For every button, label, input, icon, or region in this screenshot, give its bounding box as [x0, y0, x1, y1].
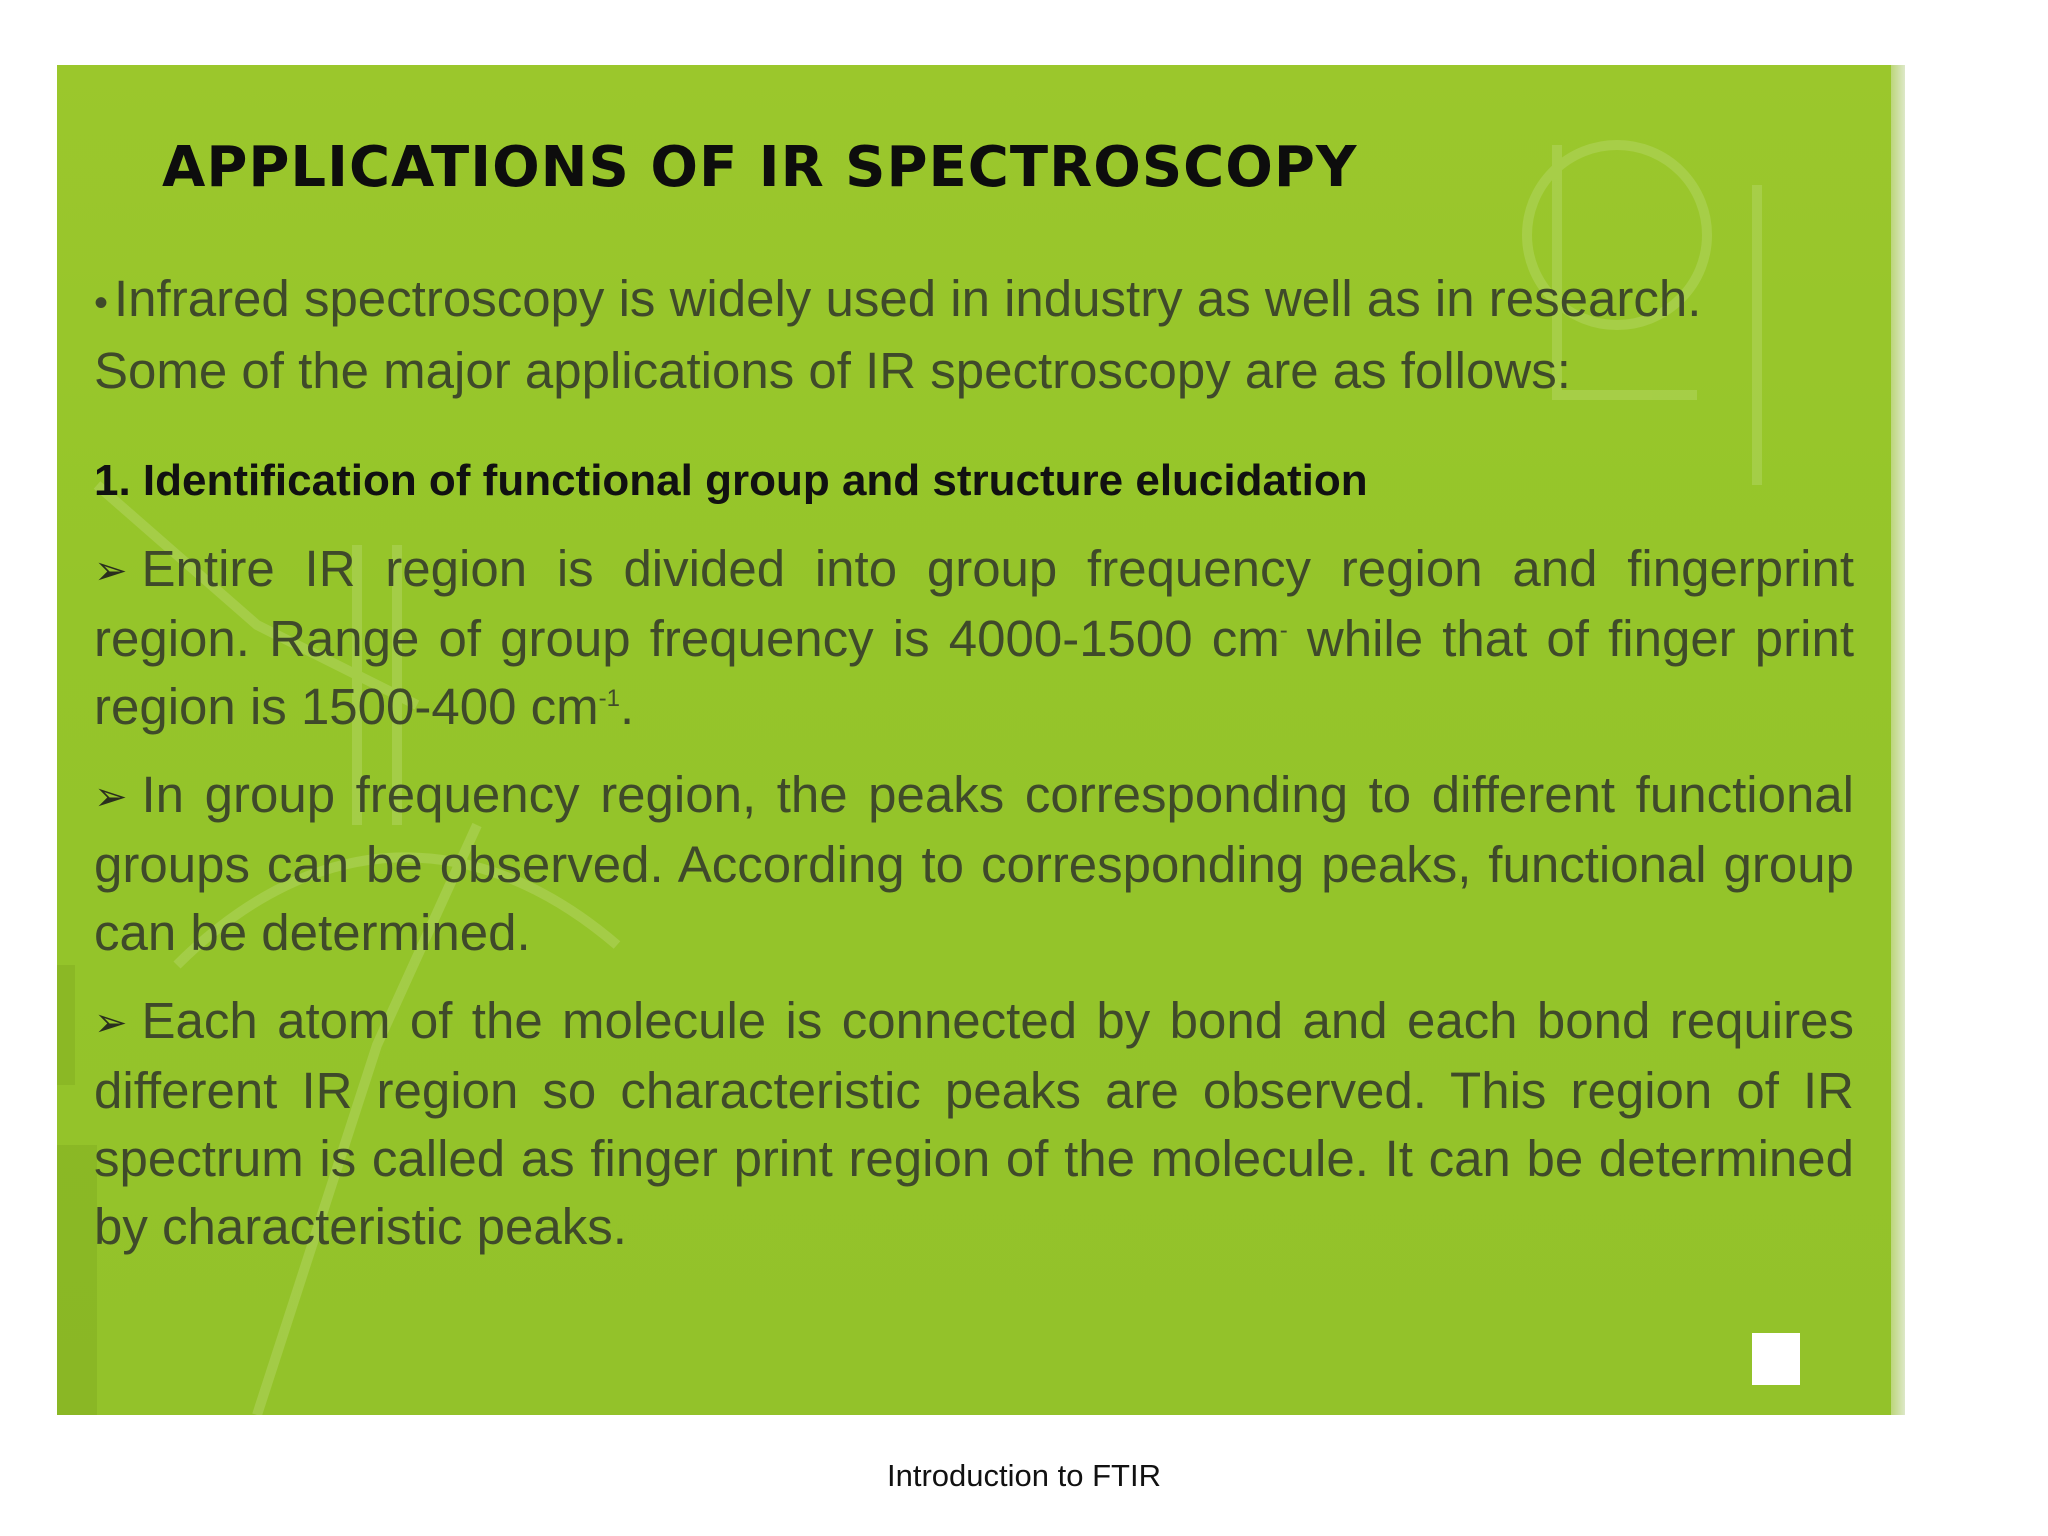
list-item	[94, 987, 1854, 1261]
list-item	[94, 761, 1854, 967]
intro-paragraph	[94, 265, 1854, 337]
bullet-icon: •	[94, 281, 109, 325]
point-text: while that of finger print region is 1500-400 cm	[94, 610, 1855, 735]
arrow-bullet-icon: ➢	[94, 775, 128, 819]
slide-content	[94, 265, 1854, 1281]
point-text: Each atom of the molecule is connected by bond and each bond requires different IR region so characteristic peaks are observed. This region of IR spectrum is called as finger print region of the molecule. It can be determined by characteristic peaks.	[94, 992, 1854, 1255]
arrow-bullet-icon: ➢	[94, 549, 128, 593]
intro-followup: Some of the major applications of IR spectroscopy are as follows:	[94, 342, 1571, 399]
point-text: In group frequency region, the peaks corresponding to different functional groups can be observed. According to corresponding peaks, functional group can be determined.	[94, 766, 1854, 961]
point-text: .	[619, 678, 635, 735]
superscript: -1	[598, 685, 620, 712]
caption: Introduction to FTIR	[887, 1458, 1161, 1493]
slide	[57, 65, 1905, 1415]
slide-title: APPLICATIONS OF IR SPECTROSCOPY	[162, 135, 1358, 200]
point-text: Entire IR region is divided into group frequency region and fingerprint region. Range of group frequency is 4000-1500 cm	[94, 540, 1854, 667]
section-heading: 1. Identification of functional group and structure elucidation	[94, 456, 1368, 505]
slide-edge	[1891, 65, 1905, 1415]
intro-line: Infrared spectroscopy is widely used in industry as well as in research.	[114, 270, 1702, 327]
superscript: -	[1279, 617, 1288, 644]
arrow-bullet-icon: ➢	[94, 1001, 128, 1045]
white-square-marker	[1752, 1333, 1800, 1385]
list-item	[94, 535, 1854, 741]
